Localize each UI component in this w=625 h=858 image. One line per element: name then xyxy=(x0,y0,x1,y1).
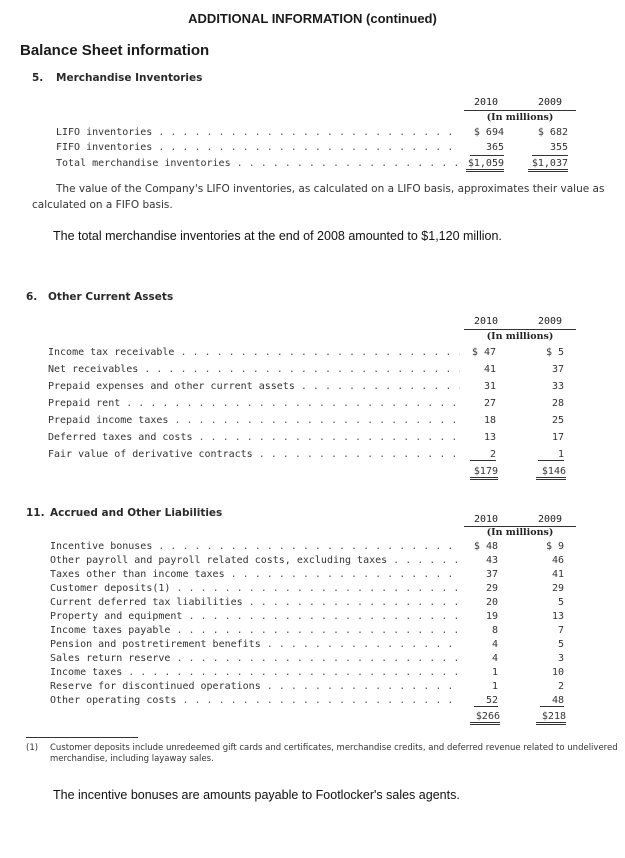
note-11-col-2010: 2010 xyxy=(473,514,499,525)
note-11-row-2010: 52 xyxy=(474,695,498,707)
section-heading: Balance Sheet information xyxy=(20,42,210,59)
note-11-row-label: Income taxes payable . . . xyxy=(50,625,460,636)
note-5-subtotal-rule-2010 xyxy=(470,155,504,156)
note-6-row-label: Prepaid income taxes . . . xyxy=(48,415,460,426)
note-5-total-2010: $1,059 xyxy=(466,158,504,172)
note-6-row-2010: 31 xyxy=(483,381,496,392)
note-11-row-2009: 48 xyxy=(540,695,564,707)
note-6-number: 6. xyxy=(26,291,38,303)
note-11-row-2009: 2 xyxy=(557,681,564,692)
note-11-row-label: Other operating costs . . . xyxy=(50,695,460,706)
note-6-row-label: Fair value of derivative contracts . . . xyxy=(48,449,460,460)
note-11-row-2009: 29 xyxy=(551,583,564,594)
note-5-row-2010: 365 xyxy=(485,142,504,153)
note-6-row-2010: 18 xyxy=(483,415,496,426)
note-6-total-2010: $179 xyxy=(470,466,498,480)
note-5-subtotal-rule-2009 xyxy=(532,155,568,156)
note-5-heading: Merchandise Inventories xyxy=(56,72,203,84)
note-6-unit: (In millions) xyxy=(486,331,554,342)
note-11-row-2010: 29 xyxy=(485,583,498,594)
note-11-row-2009: 5 xyxy=(557,639,564,650)
note-5-unit: (In millions) xyxy=(486,112,554,123)
note-6-row-2010: $ 47 xyxy=(471,347,496,358)
note-11-row-2010: 8 xyxy=(491,625,498,636)
note-11-comment: The incentive bonuses are amounts payable to Footlocker's sales agents. xyxy=(53,788,460,802)
note-11-row-2010: 37 xyxy=(485,569,498,580)
note-5-col-2010: 2010 xyxy=(473,97,499,108)
note-6-row-2009: 33 xyxy=(551,381,564,392)
note-6-heading: Other Current Assets xyxy=(48,291,174,303)
note-6-col-2010: 2010 xyxy=(473,316,499,327)
note-6-row-label: Income tax receivable . . . xyxy=(48,347,460,358)
note-11-row-2010: $ 48 xyxy=(473,541,498,552)
footnote-line-1: Customer deposits include unredeemed gift cards and certificates, merchandise credits, and deferred revenue related to undelivered xyxy=(50,743,618,753)
note-6-header-rule xyxy=(464,329,576,330)
page-title: ADDITIONAL INFORMATION (continued) xyxy=(188,11,437,26)
note-5-row-2009: $ 682 xyxy=(537,127,568,138)
note-11-row-2009: 5 xyxy=(557,597,564,608)
note-6-row-label: Net receivables . . . xyxy=(48,364,460,375)
note-6-row-label: Prepaid rent . . . xyxy=(48,398,460,409)
note-5-text-line-1: The value of the Company's LIFO inventories, as calculated on a LIFO basis, approximates their value as xyxy=(56,183,605,195)
note-6-row-2009: 28 xyxy=(551,398,564,409)
note-5-comment: The total merchandise inventories at the end of 2008 amounted to $1,120 million. xyxy=(53,229,502,243)
note-11-number: 11. xyxy=(26,507,45,519)
note-11-total-2009: $218 xyxy=(536,711,566,725)
note-11-row-label: Sales return reserve . . . xyxy=(50,653,460,664)
note-11-row-2010: 1 xyxy=(491,681,498,692)
note-5-text-line-2: calculated on a FIFO basis. xyxy=(32,199,173,211)
note-6-row-2010: 27 xyxy=(483,398,496,409)
note-6-row-2010: 13 xyxy=(483,432,496,443)
note-11-row-label: Taxes other than income taxes . . . xyxy=(50,569,460,580)
note-11-row-label: Property and equipment . . . xyxy=(50,611,460,622)
note-11-row-2010: 4 xyxy=(491,639,498,650)
note-11-row-2009: 41 xyxy=(551,569,564,580)
note-6-row-label: Prepaid expenses and other current assets . . . xyxy=(48,381,460,392)
note-11-row-label: Income taxes . . . xyxy=(50,667,460,678)
note-5-total-2009: $1,037 xyxy=(528,158,568,172)
note-6-row-2009: 1 xyxy=(538,449,564,461)
note-11-row-2010: 1 xyxy=(491,667,498,678)
note-11-row-label: Current deferred tax liabilities . . . xyxy=(50,597,460,608)
note-5-row-2009: 355 xyxy=(549,142,568,153)
footnote-line-2: merchandise, including layaway sales. xyxy=(50,754,214,764)
note-11-row-2009: 7 xyxy=(557,625,564,636)
note-5-number: 5. xyxy=(32,72,44,84)
note-6-row-2009: 17 xyxy=(551,432,564,443)
note-11-unit: (In millions) xyxy=(486,527,554,538)
note-5-row-label: FIFO inventories . . . xyxy=(56,142,460,153)
note-11-col-2009: 2009 xyxy=(537,514,563,525)
note-11-row-2010: 4 xyxy=(491,653,498,664)
note-5-header-rule xyxy=(464,110,576,111)
note-6-row-2009: 37 xyxy=(551,364,564,375)
note-6-col-2009: 2009 xyxy=(537,316,563,327)
note-11-row-2010: 20 xyxy=(485,597,498,608)
note-6-row-2009: 25 xyxy=(551,415,564,426)
note-6-total-2009: $146 xyxy=(536,466,566,480)
note-5-row-2010: $ 694 xyxy=(473,127,504,138)
note-11-total-2010: $266 xyxy=(470,711,500,725)
note-11-row-label: Pension and postretirement benefits . . . xyxy=(50,639,460,650)
note-11-row-2009: 46 xyxy=(551,555,564,566)
note-11-row-2009: 3 xyxy=(557,653,564,664)
note-5-total-label: Total merchandise inventories . . . xyxy=(56,158,460,169)
note-6-row-2009: $ 5 xyxy=(545,347,564,358)
note-11-row-2009: $ 9 xyxy=(545,541,564,552)
note-11-row-label: Other payroll and payroll related costs, excluding taxes . . . xyxy=(50,555,460,566)
note-11-row-label: Reserve for discontinued operations . . . xyxy=(50,681,460,692)
note-5-col-2009: 2009 xyxy=(537,97,563,108)
note-11-row-2010: 43 xyxy=(485,555,498,566)
note-11-row-label: Customer deposits(1) . . . xyxy=(50,583,460,594)
note-6-row-2010: 41 xyxy=(483,364,496,375)
note-6-row-label: Deferred taxes and costs . . . xyxy=(48,432,460,443)
footnote-divider xyxy=(26,737,138,738)
note-5-row-label: LIFO inventories . . . xyxy=(56,127,460,138)
note-11-row-2009: 13 xyxy=(551,611,564,622)
footnote-marker: (1) xyxy=(26,743,39,753)
note-11-row-2009: 10 xyxy=(551,667,564,678)
note-6-row-2010: 2 xyxy=(470,449,496,461)
note-11-heading: Accrued and Other Liabilities xyxy=(50,507,223,519)
note-11-row-label: Incentive bonuses . . . xyxy=(50,541,460,552)
note-11-row-2010: 19 xyxy=(485,611,498,622)
